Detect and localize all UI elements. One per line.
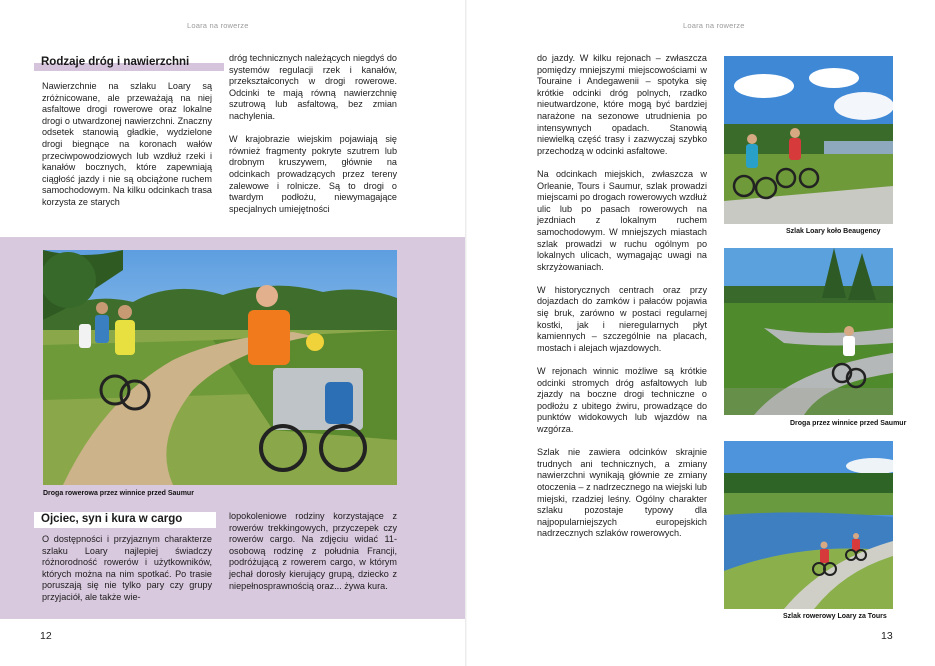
page-right — [467, 0, 935, 666]
paragraph: Na odcinkach miejskich, zwłaszcza w Orleanie, Tours i Saumur, szlak prowadzi miejscami po drogach rowerowych wzdłuż ulic lub po pasach rowerowych na jezdniach z lokalnym ruchem samochodowym. W mniejszych miastach szlak prowadzi w ruchu ogólnym po lokalnych ulicach, wymagając uwagi na skrzyżowaniach. — [537, 168, 707, 272]
photo-vineyards-saumur — [724, 248, 893, 415]
text-column-3 — [42, 534, 212, 604]
text-column-right — [537, 53, 707, 540]
running-head-left: Loara na rowerze — [187, 21, 249, 30]
page-number-right: 13 — [881, 630, 893, 642]
section-heading-cargo: Ojciec, syn i kura w cargo — [34, 512, 216, 528]
paragraph: W rejonach winnic możliwe są krótkie odcinki stromych dróg asfaltowych lub zjazdy na boczne drogi techniczne o podłożu z ubitego żwiru, prowadzące do punktów widokowych lub wjazdów na wzgórza. — [537, 366, 707, 434]
paragraph: lopokoleniowe rodziny korzystające z rowerów trekkingowych, przyczepek czy rowerów cargo. Na zdjęciu widać 11-osobową rodzinę z południa Francji, podróżującą z rowerem cargo, w którym jechał dorosły kierujący grupą, dziecko z niepełnosprawnością oraz... żywa kura. — [229, 511, 397, 591]
section-heading-road-types: Rodzaje dróg i nawierzchni — [34, 55, 224, 71]
page-number-left: 12 — [40, 630, 52, 642]
text-column-4 — [229, 511, 397, 592]
photo-after-tours — [724, 441, 893, 609]
running-head-right: Loara na rowerze — [683, 21, 745, 30]
photo-caption: Droga przez winnice przed Saumur — [790, 420, 907, 427]
paragraph: do jazdy. W kilku rejonach – zwłaszcza pomiędzy mniejszymi miejscowościami w Touraine i Andegawenii – spotyka się krótkie odcinki dróg polnych, rzadko nieutwardzone, które mogą być bardziej narażone na sezonowe utrudnienia po intensywnych opadach. Stanowią niewielką część trasy i zazwyczaj szybko przechodzą w odcinki asfaltowe. — [537, 53, 707, 156]
paragraph: O dostępności i przyjaznym charakterze szlaku Loary najlepiej świadczy różnorodność rowerów i użytkowników, których można na nim spotkać. Po trasie poruszają się nie tylko pary czy grupy przyjaciół, ale także wie- — [42, 534, 212, 602]
text-column-1 — [42, 81, 212, 209]
photo-caption: Szlak Loary koło Beaugency — [786, 228, 881, 235]
paragraph: Szlak nie zawiera odcinków skrajnie trudnych ani technicznych, a zmiany nawierzchni wynikają głównie ze zmiany otoczenia – z nadrzecznego na wiejski lub miejski, rzadziej leśny. Ogólny charakter szlaku pozostaje typowy dla najpopularniejszych europejskich nadrzecznych szlaków rowerowych. — [537, 447, 707, 539]
paragraph: dróg technicznych należących niegdyś do systemów regulacji rzek i kanałów, przekształconych w drogi rowerowe. Odcinki te mają równą nawierzchnię szutrową lub asfaltową, bez zmian nachylenia. — [229, 53, 397, 121]
photo-caption: Droga rowerowa przez winnice przed Saumur — [43, 490, 194, 497]
text-column-2 — [229, 53, 397, 215]
page-left — [0, 0, 467, 666]
paragraph: W krajobrazie wiejskim pojawiają się również fragmenty pokryte szutrem lub drobnym kruszywem, głównie na odcinkach prowadzących przez tereny zalewowe i rolnicze. Są to drogi o twardym podłożu, niewymagające specjalnych umiejętności — [229, 134, 397, 214]
photo-cargo-family — [43, 250, 397, 485]
paragraph: Nawierzchnie na szlaku Loary są zróżnicowane, ale przeważają na niej asfaltowe drogi rowerowe oraz lokalne drogi o utwardzonej nawierzchni. Znaczny odsetek stanowią gładkie, wydzielone drogi biegnące na koronach wałów przeciwpowodziowych lub wzdłuż rzeki i kanałów bocznych, które zapewniają ciągłość jazdy i nie są obciążone ruchem samochodowym. Na kilku odcinkach trasa korzysta ze starych — [42, 81, 212, 207]
photo-caption: Szlak rowerowy Loary za Tours — [783, 613, 887, 620]
photo-beaugency — [724, 56, 893, 224]
paragraph: W historycznych centrach oraz przy dojazdach do zamków i pałaców pojawia się bruk, zarówno w postaci regularnej kostki, jak i nieregularnych płyt kamiennych – szczególnie na placach, mostach i alejach wjazdowych. — [537, 284, 707, 353]
